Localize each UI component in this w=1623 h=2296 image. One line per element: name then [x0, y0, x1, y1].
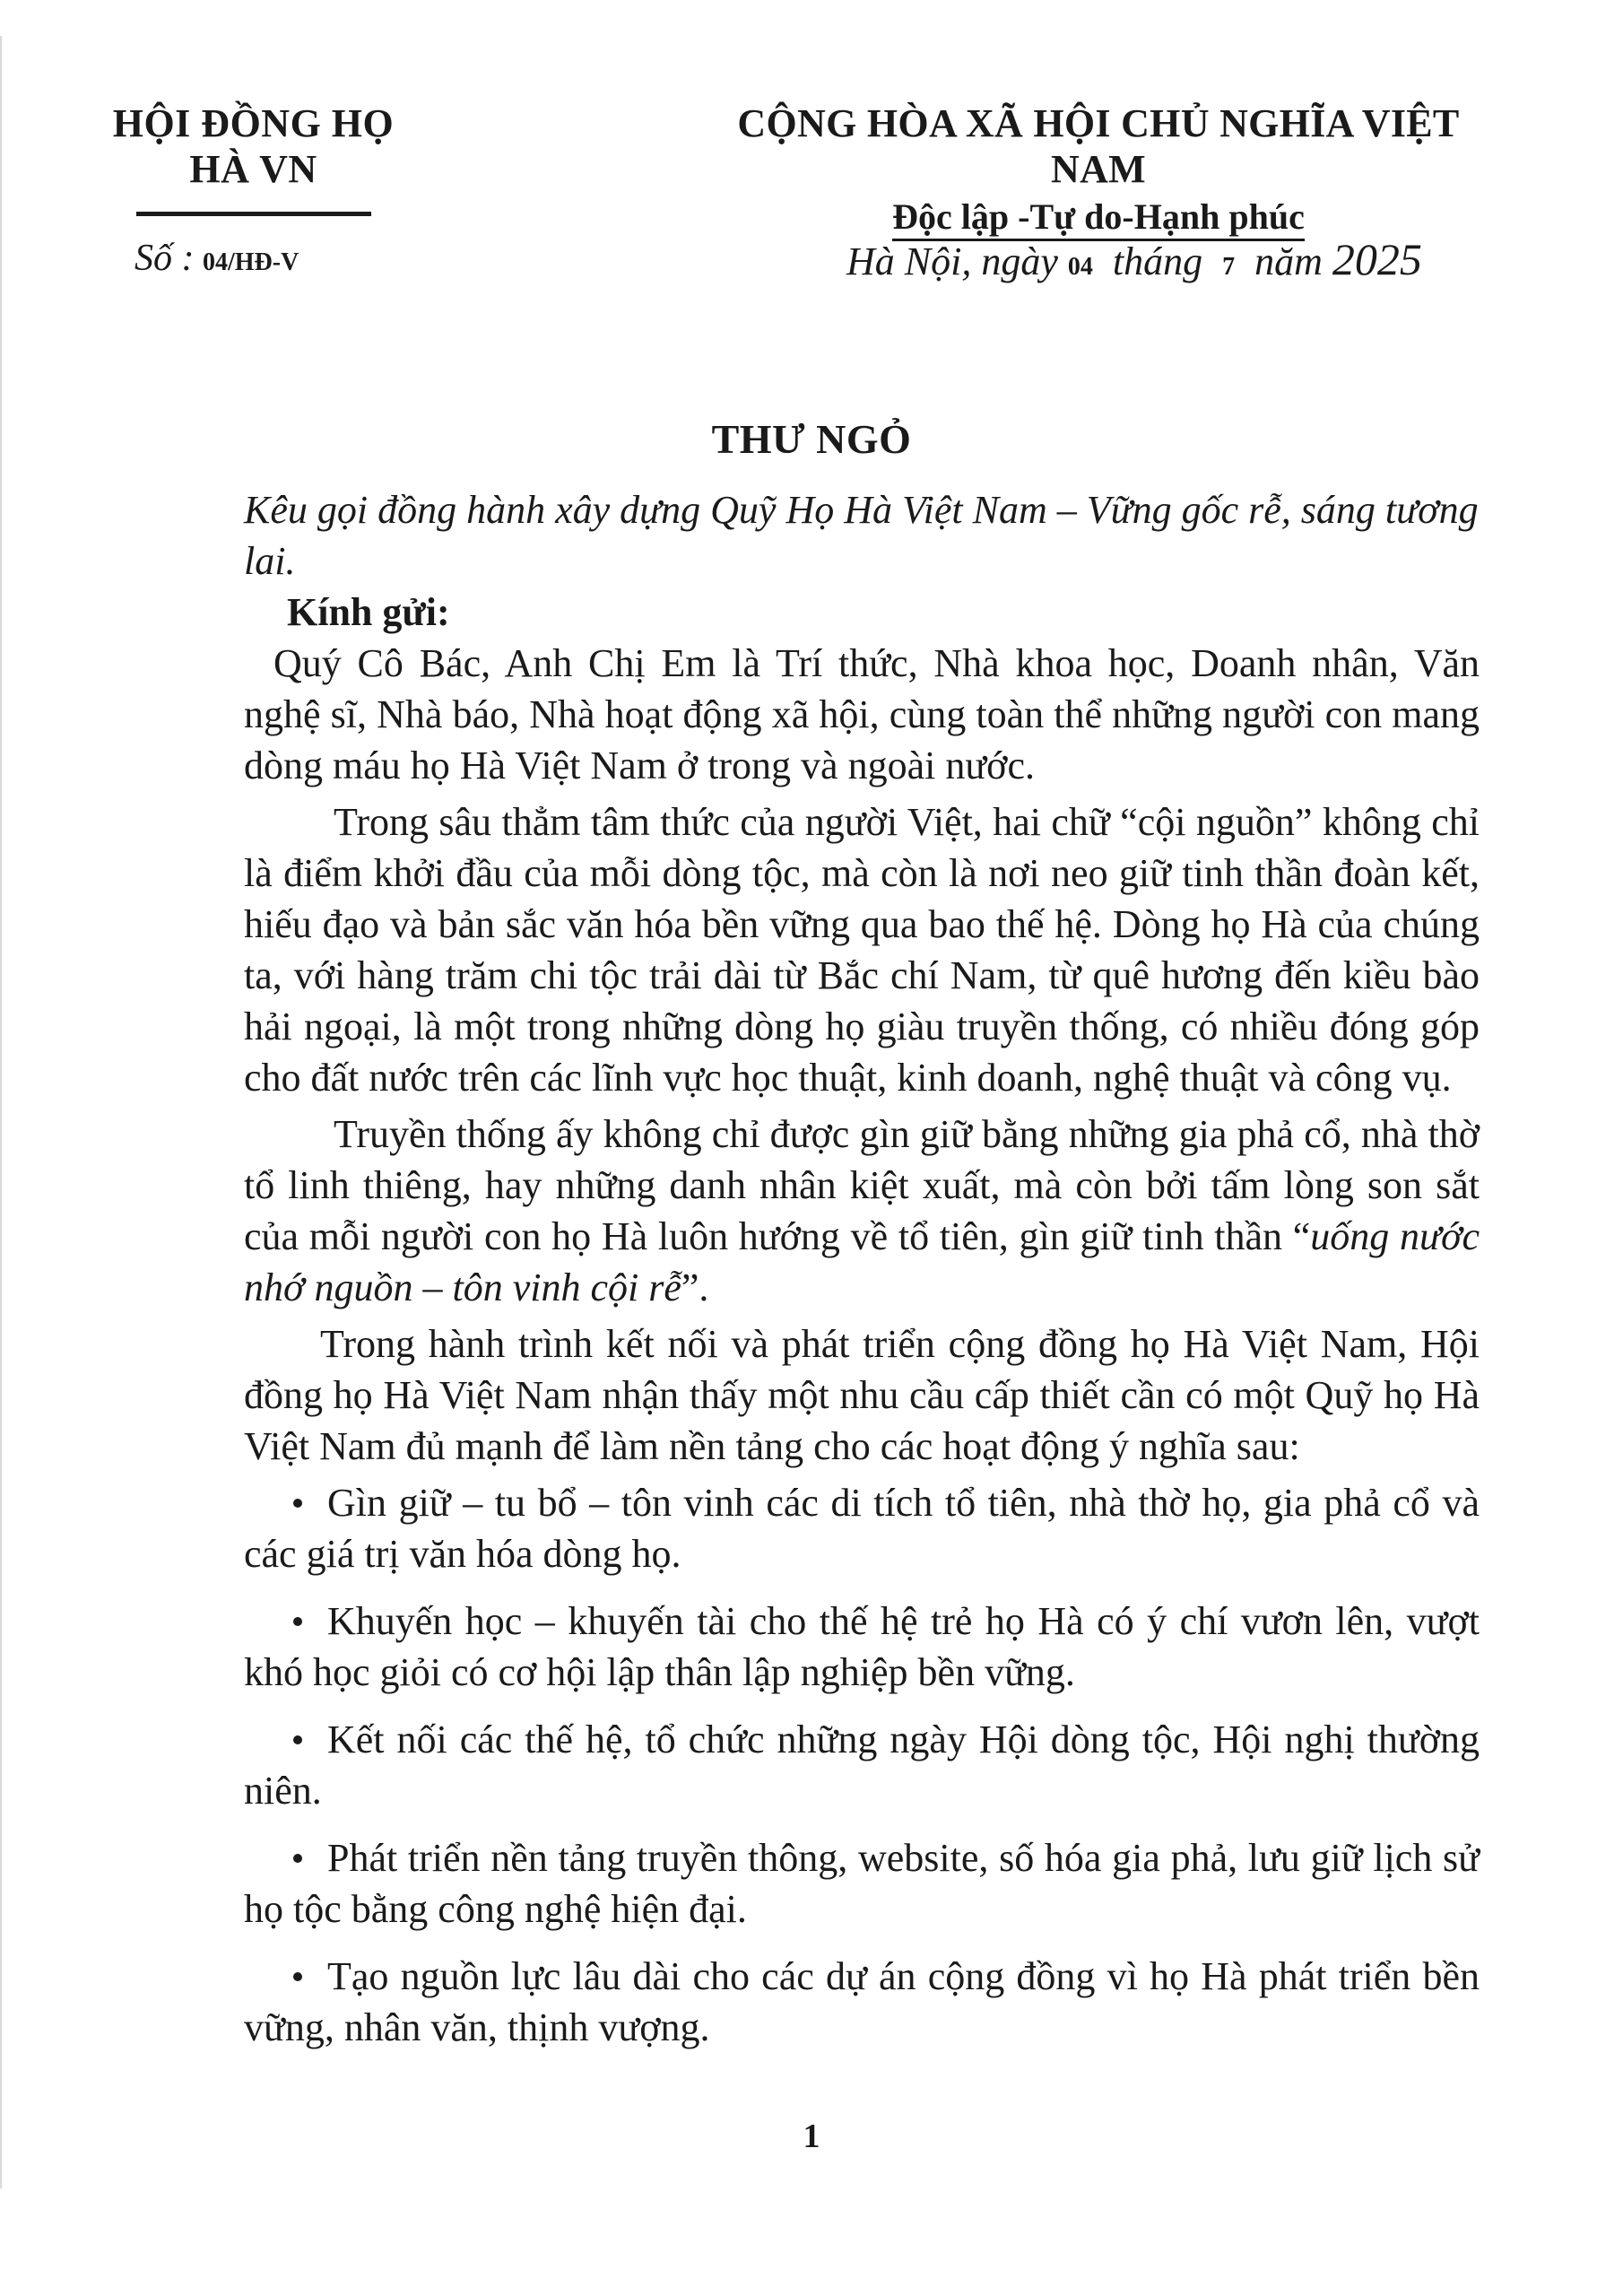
- date-month-label: tháng: [1112, 239, 1203, 283]
- date-month: 7: [1222, 253, 1236, 281]
- letter-title: THƯ NGỎ: [711, 416, 912, 462]
- letter-subtitle: Kêu gọi đồng hành xây dựng Quỹ Họ Hà Việt Nam – Vững gốc rễ, sáng tương lai.: [244, 488, 1479, 583]
- bullet-icon: [293, 1854, 302, 1863]
- date-day: 04: [1067, 253, 1093, 281]
- date-line: [846, 233, 1422, 285]
- list-item-text: Phát triển nền tảng truyền thông, website, số hóa gia phả, lưu giữ lịch sử họ tộc bằng công nghệ hiện đại.: [244, 1836, 1480, 1931]
- document-number-value: 04/HĐ-V: [203, 248, 299, 276]
- paragraph-2-quote: uống nước nhớ nguồn – tôn vinh cội rễ: [244, 1214, 1480, 1309]
- list-item: [244, 1477, 1480, 1579]
- paragraph-2: [244, 1109, 1480, 1313]
- organization-name: HỘI ĐỒNG HỌ HÀ VN: [112, 101, 395, 191]
- bullet-icon: [293, 1972, 302, 1981]
- list-item-text: Kết nối các thế hệ, tổ chức những ngày Hội dòng tộc, Hội nghị thường niên.: [244, 1718, 1480, 1813]
- list-item: [244, 1832, 1480, 1935]
- document-number: [135, 237, 299, 280]
- bullet-icon: [293, 1499, 302, 1508]
- list-item-text: Gìn giữ – tu bổ – tôn vinh các di tích tổ tiên, nhà thờ họ, gia phả cổ và các giá trị văn hóa dòng họ.: [244, 1481, 1480, 1576]
- nation-name: CỘNG HÒA XÃ HỘI CHỦ NGHĨA VIỆT NAM: [737, 101, 1460, 191]
- paragraph-2-end: ”.: [681, 1265, 709, 1309]
- bullet-icon: [293, 1617, 302, 1626]
- list-item: [244, 1714, 1480, 1816]
- activity-list: [244, 1477, 1480, 2053]
- letter-body: [244, 484, 1480, 2069]
- paragraph-1: Trong sâu thẳm tâm thức của người Việt, hai chữ “cội nguồn” không chỉ là điểm khởi đầu của mỗi dòng tộc, mà còn là nơi neo giữ tinh thần đoàn kết, hiếu đạo và bản sắc văn hóa bền vững qua bao thế hệ. Dòng họ Hà của chúng ta, với hàng trăm chi tộc trải dài từ Bắc chí Nam, từ quê hương đến kiều bào hải ngoại, là một trong những dòng họ giàu truyền thống, có nhiều đóng góp cho đất nước trên các lĩnh vực học thuật, kinh doanh, nghệ thuật và công vụ.: [244, 800, 1480, 1100]
- issuer-block: [90, 100, 417, 216]
- list-item: [244, 1596, 1480, 1698]
- national-header: [699, 100, 1497, 241]
- list-item-text: Khuyến học – khuyến tài cho thế hệ trẻ họ Hà có ý chí vươn lên, vượt khó học giỏi có cơ hội lập thân lập nghiệp bền vững.: [244, 1599, 1480, 1694]
- national-motto: Độc lập -Tự do-Hạnh phúc: [892, 196, 1305, 241]
- bullet-icon: [293, 1735, 302, 1744]
- date-year: 2025: [1332, 234, 1422, 284]
- document-number-label: Số :: [135, 238, 195, 279]
- salutation: Kính gửi:: [287, 590, 450, 634]
- date-year-label: năm: [1254, 239, 1323, 283]
- paragraph-3: Trong hành trình kết nối và phát triển cộng đồng họ Hà Việt Nam, Hội đồng họ Hà Việt Nam nhận thấy một nhu cầu cấp thiết cần có một Quỹ họ Hà Việt Nam đủ mạnh để làm nền tảng cho các hoạt động ý nghĩa sau:: [244, 1322, 1480, 1468]
- paragraph-2-text: Truyền thống ấy không chỉ được gìn giữ bằng những gia phả cổ, nhà thờ tổ linh thiêng, hay những danh nhân kiệt xuất, mà còn bởi tấm lòng son sắt của mỗi người con họ Hà luôn hướng về tổ tiên, gìn giữ tinh thần “: [244, 1112, 1480, 1258]
- page-number: 1: [803, 2118, 820, 2155]
- page-edge: [0, 36, 7, 2188]
- recipients: Quý Cô Bác, Anh Chị Em là Trí thức, Nhà khoa học, Doanh nhân, Văn nghệ sĩ, Nhà báo, Nhà hoạt động xã hội, cùng toàn thể những người con mang dòng máu họ Hà Việt Nam ở trong và ngoài nước.: [244, 641, 1480, 787]
- date-place: Hà Nội, ngày: [846, 239, 1058, 283]
- organization-underline: [136, 212, 371, 216]
- list-item-text: Tạo nguồn lực lâu dài cho các dự án cộng đồng vì họ Hà phát triển bền vững, nhân văn, thịnh vượng.: [244, 1954, 1480, 2049]
- list-item: [244, 1951, 1480, 2053]
